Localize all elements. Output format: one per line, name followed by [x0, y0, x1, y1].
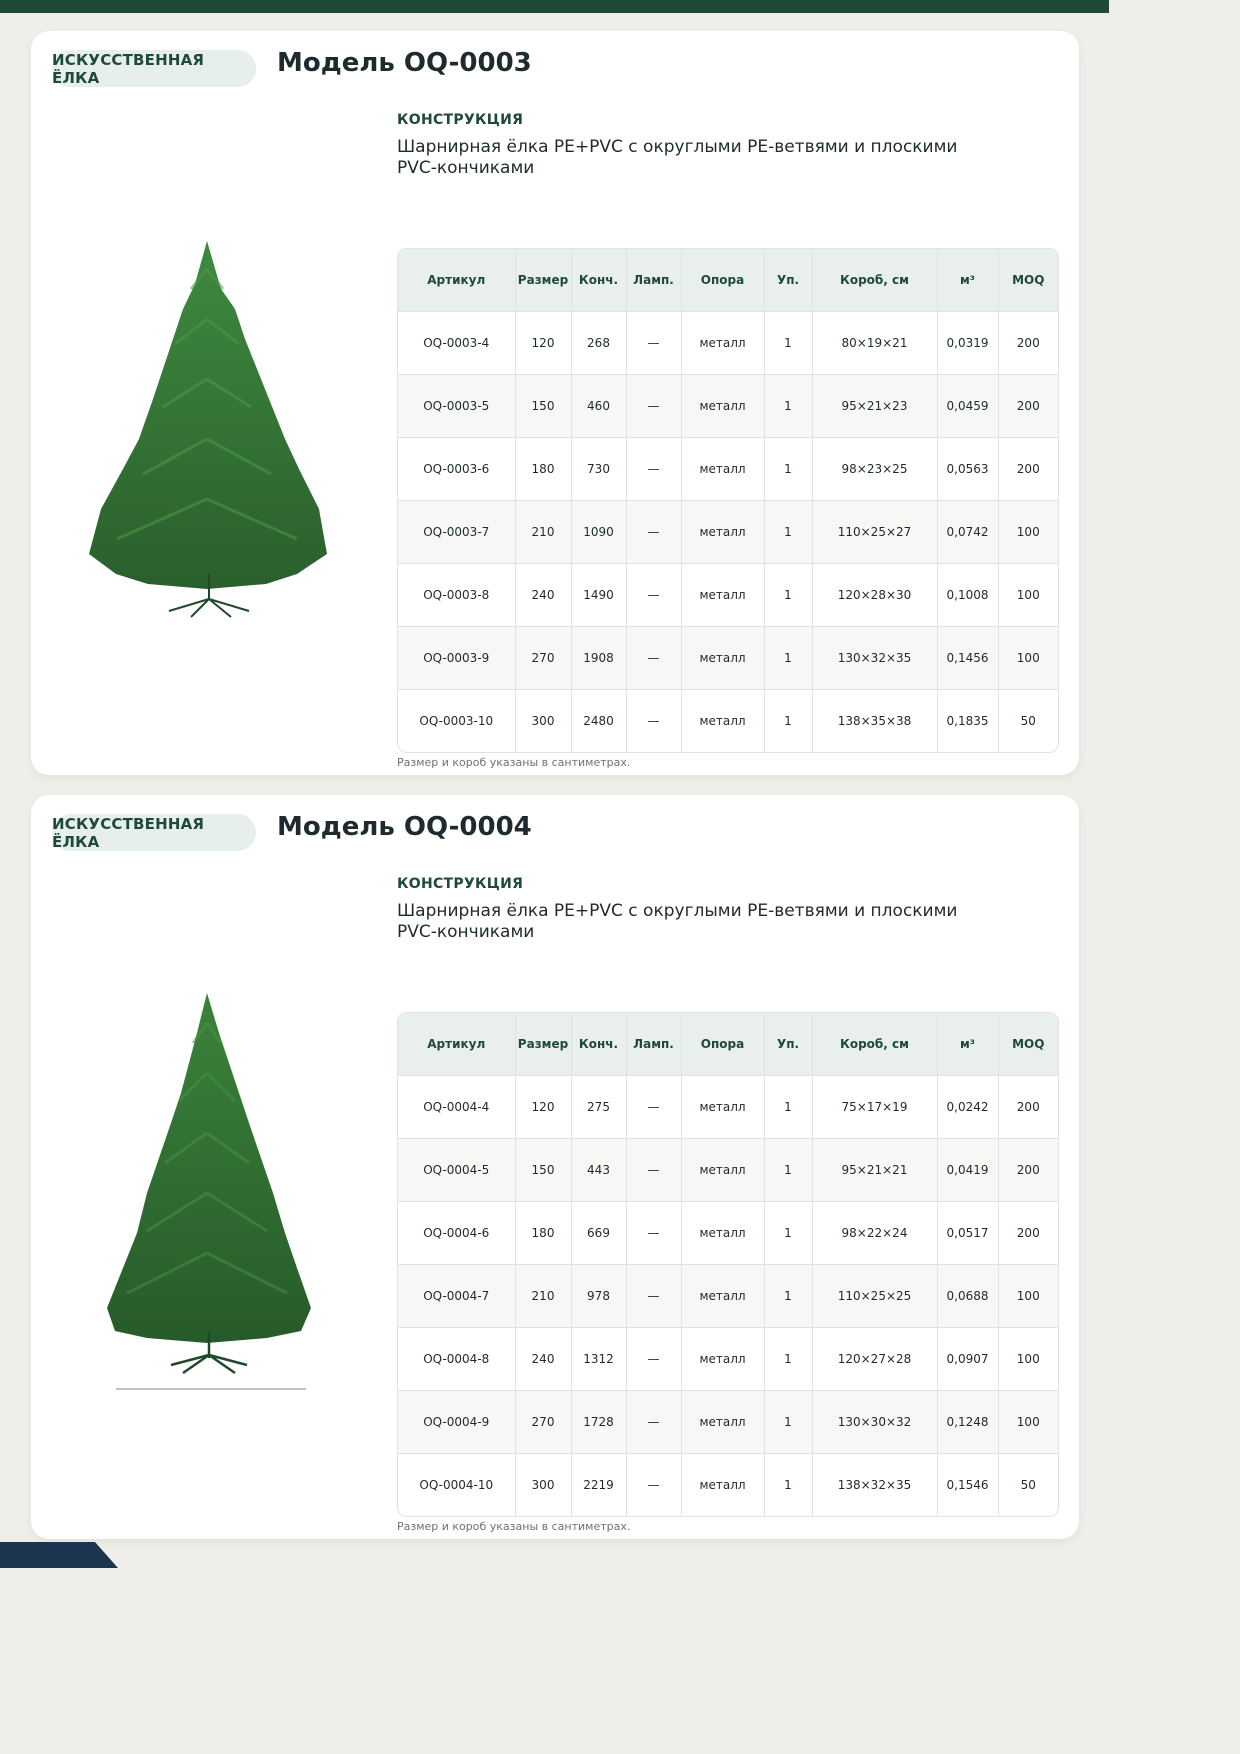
model-title: Модель OQ-0004 [277, 812, 532, 842]
box-cell: 120×27×28 [812, 1328, 937, 1391]
sku-cell: OQ-0003-8 [398, 564, 515, 627]
table-row [398, 375, 1058, 438]
table-row [398, 1202, 1058, 1265]
column-header-lamps: Ламп. [626, 1013, 681, 1076]
volume-cell: 0,0688 [937, 1265, 998, 1328]
size-cell: 270 [515, 627, 571, 690]
volume-cell: 0,0242 [937, 1076, 998, 1139]
moq-cell: 200 [998, 375, 1058, 438]
box-cell: 80×19×21 [812, 312, 937, 375]
table-body [398, 1076, 1058, 1517]
moq-cell: 100 [998, 1328, 1058, 1391]
sku-cell: OQ-0003-7 [398, 501, 515, 564]
table-row [398, 564, 1058, 627]
pack-cell: 1 [764, 1391, 812, 1454]
moq-cell: 200 [998, 438, 1058, 501]
tips-cell: 268 [571, 312, 626, 375]
volume-cell: 0,0907 [937, 1328, 998, 1391]
product-card [31, 31, 1079, 775]
stand-cell: металл [681, 690, 764, 753]
moq-cell: 50 [998, 1454, 1058, 1517]
lamps-cell: — [626, 690, 681, 753]
stand-cell: металл [681, 438, 764, 501]
category-badge: ИСКУССТВЕННАЯ ЁЛКА [52, 814, 256, 851]
box-cell: 130×32×35 [812, 627, 937, 690]
tips-cell: 275 [571, 1076, 626, 1139]
sku-cell: OQ-0004-5 [398, 1139, 515, 1202]
box-cell: 130×30×32 [812, 1391, 937, 1454]
tips-cell: 1728 [571, 1391, 626, 1454]
sku-cell: OQ-0004-7 [398, 1265, 515, 1328]
table-note: Размер и короб указаны в сантиметрах. [397, 756, 631, 769]
lamps-cell: — [626, 627, 681, 690]
stand-cell: металл [681, 1076, 764, 1139]
box-cell: 120×28×30 [812, 564, 937, 627]
table-header-row [398, 1013, 1058, 1076]
column-header-moq: MOQ [998, 1013, 1058, 1076]
sku-cell: OQ-0003-10 [398, 690, 515, 753]
sku-cell: OQ-0003-9 [398, 627, 515, 690]
column-header-sku: Артикул [398, 1013, 515, 1076]
construction-description: Шарнирная ёлка PE+PVC с округлыми PE-ветвями и плоскими PVC-кончиками [397, 137, 958, 178]
stand-cell: металл [681, 312, 764, 375]
tips-cell: 1090 [571, 501, 626, 564]
volume-cell: 0,0742 [937, 501, 998, 564]
column-header-tips: Конч. [571, 1013, 626, 1076]
size-cell: 270 [515, 1391, 571, 1454]
stand-cell: металл [681, 627, 764, 690]
box-cell: 98×22×24 [812, 1202, 937, 1265]
tips-cell: 730 [571, 438, 626, 501]
model-title: Модель OQ-0003 [277, 48, 532, 78]
corner-decoration [0, 1542, 118, 1568]
size-cell: 240 [515, 564, 571, 627]
pack-cell: 1 [764, 1454, 812, 1517]
pack-cell: 1 [764, 1139, 812, 1202]
moq-cell: 100 [998, 564, 1058, 627]
stand-cell: металл [681, 1454, 764, 1517]
table-row [398, 627, 1058, 690]
tips-cell: 2480 [571, 690, 626, 753]
table-row [398, 1265, 1058, 1328]
table-row [398, 1139, 1058, 1202]
lamps-cell: — [626, 1391, 681, 1454]
column-header-box: Короб, см [812, 1013, 937, 1076]
pack-cell: 1 [764, 690, 812, 753]
box-cell: 98×23×25 [812, 438, 937, 501]
column-header-box: Короб, см [812, 249, 937, 312]
size-cell: 120 [515, 1076, 571, 1139]
volume-cell: 0,0319 [937, 312, 998, 375]
box-cell: 110×25×25 [812, 1265, 937, 1328]
size-cell: 120 [515, 312, 571, 375]
size-cell: 180 [515, 1202, 571, 1265]
size-cell: 210 [515, 1265, 571, 1328]
moq-cell: 100 [998, 1391, 1058, 1454]
table-row [398, 501, 1058, 564]
column-header-moq: MOQ [998, 249, 1058, 312]
column-header-tips: Конч. [571, 249, 626, 312]
pack-cell: 1 [764, 627, 812, 690]
moq-cell: 200 [998, 312, 1058, 375]
lamps-cell: — [626, 375, 681, 438]
lamps-cell: — [626, 501, 681, 564]
moq-cell: 50 [998, 690, 1058, 753]
pack-cell: 1 [764, 1202, 812, 1265]
spec-table [397, 248, 1059, 753]
construction-description: Шарнирная ёлка PE+PVC с округлыми PE-ветвями и плоскими PVC-кончиками [397, 901, 958, 942]
table-row [398, 1328, 1058, 1391]
stand-cell: металл [681, 375, 764, 438]
sku-cell: OQ-0003-5 [398, 375, 515, 438]
column-header-stand: Опора [681, 1013, 764, 1076]
size-cell: 210 [515, 501, 571, 564]
moq-cell: 200 [998, 1076, 1058, 1139]
moq-cell: 200 [998, 1202, 1058, 1265]
section-label: КОНСТРУКЦИЯ [397, 876, 524, 892]
section-label: КОНСТРУКЦИЯ [397, 112, 524, 128]
box-cell: 75×17×19 [812, 1076, 937, 1139]
pack-cell: 1 [764, 564, 812, 627]
column-header-size: Размер [515, 249, 571, 312]
lamps-cell: — [626, 438, 681, 501]
tips-cell: 1312 [571, 1328, 626, 1391]
tips-cell: 669 [571, 1202, 626, 1265]
sku-cell: OQ-0004-10 [398, 1454, 515, 1517]
volume-cell: 0,0419 [937, 1139, 998, 1202]
tree-image [71, 229, 351, 629]
box-cell: 138×35×38 [812, 690, 937, 753]
lamps-cell: — [626, 1454, 681, 1517]
stand-cell: металл [681, 1265, 764, 1328]
stand-cell: металл [681, 1202, 764, 1265]
table-row [398, 438, 1058, 501]
volume-cell: 0,1835 [937, 690, 998, 753]
product-card [31, 795, 1079, 1539]
sku-cell: OQ-0004-6 [398, 1202, 515, 1265]
table-row [398, 312, 1058, 375]
column-header-volume: м³ [937, 249, 998, 312]
tips-cell: 978 [571, 1265, 626, 1328]
column-header-pack: Уп. [764, 1013, 812, 1076]
box-cell: 138×32×35 [812, 1454, 937, 1517]
box-cell: 110×25×27 [812, 501, 937, 564]
size-cell: 150 [515, 375, 571, 438]
stand-cell: металл [681, 501, 764, 564]
table-row [398, 690, 1058, 753]
lamps-cell: — [626, 312, 681, 375]
volume-cell: 0,0517 [937, 1202, 998, 1265]
category-badge: ИСКУССТВЕННАЯ ЁЛКА [52, 50, 256, 87]
lamps-cell: — [626, 1076, 681, 1139]
volume-cell: 0,1456 [937, 627, 998, 690]
size-cell: 180 [515, 438, 571, 501]
volume-cell: 0,0563 [937, 438, 998, 501]
moq-cell: 100 [998, 627, 1058, 690]
sku-cell: OQ-0004-4 [398, 1076, 515, 1139]
table-header-row [398, 249, 1058, 312]
moq-cell: 200 [998, 1139, 1058, 1202]
table-row [398, 1076, 1058, 1139]
stand-cell: металл [681, 1391, 764, 1454]
volume-cell: 0,0459 [937, 375, 998, 438]
column-header-pack: Уп. [764, 249, 812, 312]
pack-cell: 1 [764, 312, 812, 375]
stand-cell: металл [681, 564, 764, 627]
tips-cell: 460 [571, 375, 626, 438]
lamps-cell: — [626, 1328, 681, 1391]
size-cell: 240 [515, 1328, 571, 1391]
size-cell: 300 [515, 1454, 571, 1517]
pack-cell: 1 [764, 438, 812, 501]
moq-cell: 100 [998, 501, 1058, 564]
spec-table [397, 1012, 1059, 1517]
table-row [398, 1391, 1058, 1454]
table-body [398, 312, 1058, 753]
pack-cell: 1 [764, 1076, 812, 1139]
sku-cell: OQ-0004-9 [398, 1391, 515, 1454]
box-cell: 95×21×23 [812, 375, 937, 438]
tree-image [71, 993, 351, 1393]
sku-cell: OQ-0004-8 [398, 1328, 515, 1391]
table-row [398, 1454, 1058, 1517]
pack-cell: 1 [764, 375, 812, 438]
column-header-stand: Опора [681, 249, 764, 312]
volume-cell: 0,1248 [937, 1391, 998, 1454]
lamps-cell: — [626, 564, 681, 627]
tips-cell: 2219 [571, 1454, 626, 1517]
box-cell: 95×21×21 [812, 1139, 937, 1202]
sku-cell: OQ-0003-4 [398, 312, 515, 375]
moq-cell: 100 [998, 1265, 1058, 1328]
top-accent-bar [0, 0, 1109, 13]
tips-cell: 1908 [571, 627, 626, 690]
stand-cell: металл [681, 1328, 764, 1391]
lamps-cell: — [626, 1139, 681, 1202]
pack-cell: 1 [764, 501, 812, 564]
size-cell: 300 [515, 690, 571, 753]
lamps-cell: — [626, 1202, 681, 1265]
lamps-cell: — [626, 1265, 681, 1328]
pack-cell: 1 [764, 1265, 812, 1328]
column-header-size: Размер [515, 1013, 571, 1076]
pack-cell: 1 [764, 1328, 812, 1391]
volume-cell: 0,1008 [937, 564, 998, 627]
sku-cell: OQ-0003-6 [398, 438, 515, 501]
column-header-volume: м³ [937, 1013, 998, 1076]
tips-cell: 1490 [571, 564, 626, 627]
volume-cell: 0,1546 [937, 1454, 998, 1517]
table-note: Размер и короб указаны в сантиметрах. [397, 1520, 631, 1533]
size-cell: 150 [515, 1139, 571, 1202]
stand-cell: металл [681, 1139, 764, 1202]
column-header-lamps: Ламп. [626, 249, 681, 312]
tips-cell: 443 [571, 1139, 626, 1202]
column-header-sku: Артикул [398, 249, 515, 312]
